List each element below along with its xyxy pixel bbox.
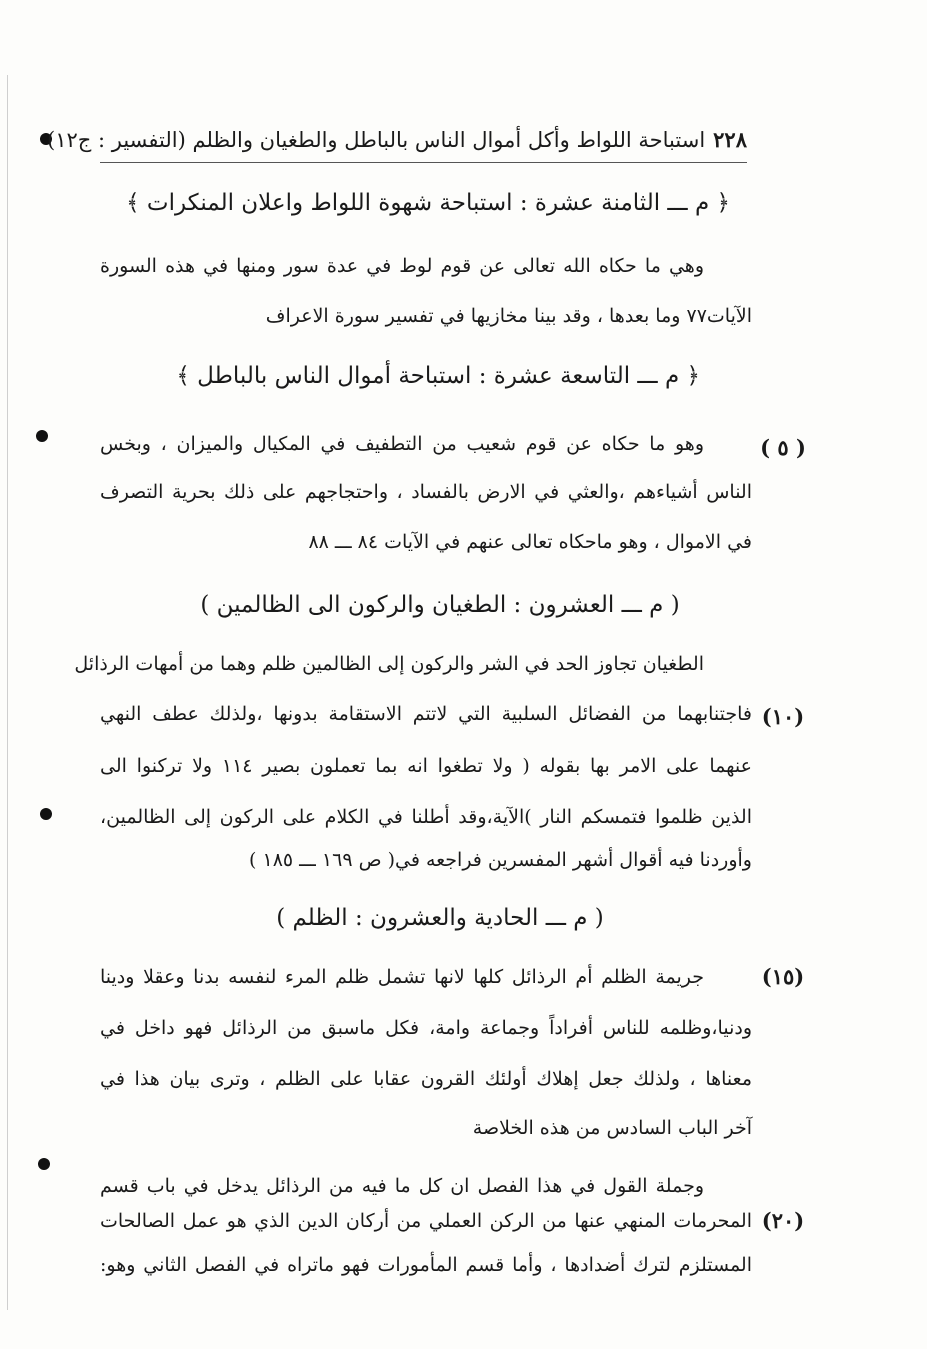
- text-line: وأوردنا فيه أقوال أشهر المفسرين فراجعه في( ص ١٦٩ ـــ ١٨٥ ): [249, 849, 752, 871]
- line-number: (١٥): [761, 964, 805, 989]
- section-heading: ( م ـــ العشرون : الطغيان والركون الى الظالمين ): [200, 592, 680, 618]
- text-line: وهو ما حكاه عن قوم شعيب من التطفيف في المكيال والميزان ، وبخس: [100, 433, 704, 455]
- text-line: الناس أشياءهم ،والعثي في الارض بالفساد ، واحتجاجهم على ذلك بحرية التصرف: [100, 481, 752, 503]
- binder-hole: [38, 1158, 50, 1170]
- text-line: المحرمات المنهي عنها من الركن العملي من أركان الدين الذي هو عمل الصالحات: [100, 1210, 752, 1232]
- page-number: ٢٢٨: [713, 127, 747, 152]
- section-heading: ﴿ م ـــ الثامنة عشرة : استباحة شهوة اللواط واعلان المنكرات ﴾: [126, 190, 730, 216]
- running-title: استباحة اللواط وأكل أموال الناس بالباطل والطغيان والظلم (التفسير : ج١٢): [47, 128, 706, 152]
- section-heading: ( م ـــ الحادية والعشرون : الظلم ): [276, 905, 604, 931]
- text-line: آخر الباب السادس من هذه الخلاصة: [472, 1117, 752, 1139]
- text-line: جريمة الظلم أم الرذائل كلها لانها تشمل ظلم المرء لنفسه بدنا وعقلا ودينا: [100, 966, 704, 988]
- left-margin-line: [7, 75, 8, 1310]
- section-heading: ﴿ م ـــ التاسعة عشرة : استباحة أموال الناس بالباطل ﴾: [176, 363, 700, 389]
- line-number: (١٠): [761, 704, 805, 729]
- text-line: المستلزم لترك أضدادها ، وأما قسم المأمورات فهو ماتراه في الفصل الثاني وهو:: [100, 1254, 752, 1276]
- text-line: معناها ، ولذلك جعل إهلاك أولئك القرون عقابا على الظلم ، وترى بيان هذا في: [100, 1068, 752, 1090]
- text-line: الذين ظلموا فتمسكم النار )الآية،وقد أطلنا في الكلام على الركون إلى الظالمين،: [100, 806, 752, 828]
- text-line: الطغيان تجاوز الحد في الشر والركون إلى الظالمين ظلم وهما من أمهات الرذائل: [74, 653, 704, 675]
- text-line: وهي ما حكاه الله تعالى عن قوم لوط في عدة سور ومنها في هذه السورة: [100, 255, 704, 277]
- text-line: عنهما على الامر بها بقوله ( ولا تطغوا انه بما تعملون بصير ١١٤ ولا تركنوا الى: [100, 755, 752, 777]
- text-line: ودنيا،وظلمه للناس أفراداً وجماعة وامة، فكل ماسبق من الرذائل فهو داخل في: [100, 1017, 752, 1039]
- binder-hole: [40, 808, 52, 820]
- text-line: في الاموال ، وهو ماحكاه تعالى عنهم في الآيات ٨٤ ـــ ٨٨: [308, 531, 752, 553]
- text-line: فاجتنابهما من الفضائل السلبية التي لاتتم الاستقامة بدونها ،ولذلك عطف النهي: [100, 703, 752, 725]
- binder-hole: [36, 430, 48, 442]
- line-number: ( ٥ ): [760, 435, 806, 460]
- text-line: الآيات٧٧ وما بعدها ، وقد بينا مخازيها في تفسير سورة الاعراف: [265, 305, 752, 327]
- running-header: [47, 118, 747, 163]
- line-number: (٢٠): [761, 1208, 805, 1233]
- text-line: وجملة القول في هذا الفصل ان كل ما فيه من الرذائل يدخل في باب قسم: [100, 1175, 704, 1197]
